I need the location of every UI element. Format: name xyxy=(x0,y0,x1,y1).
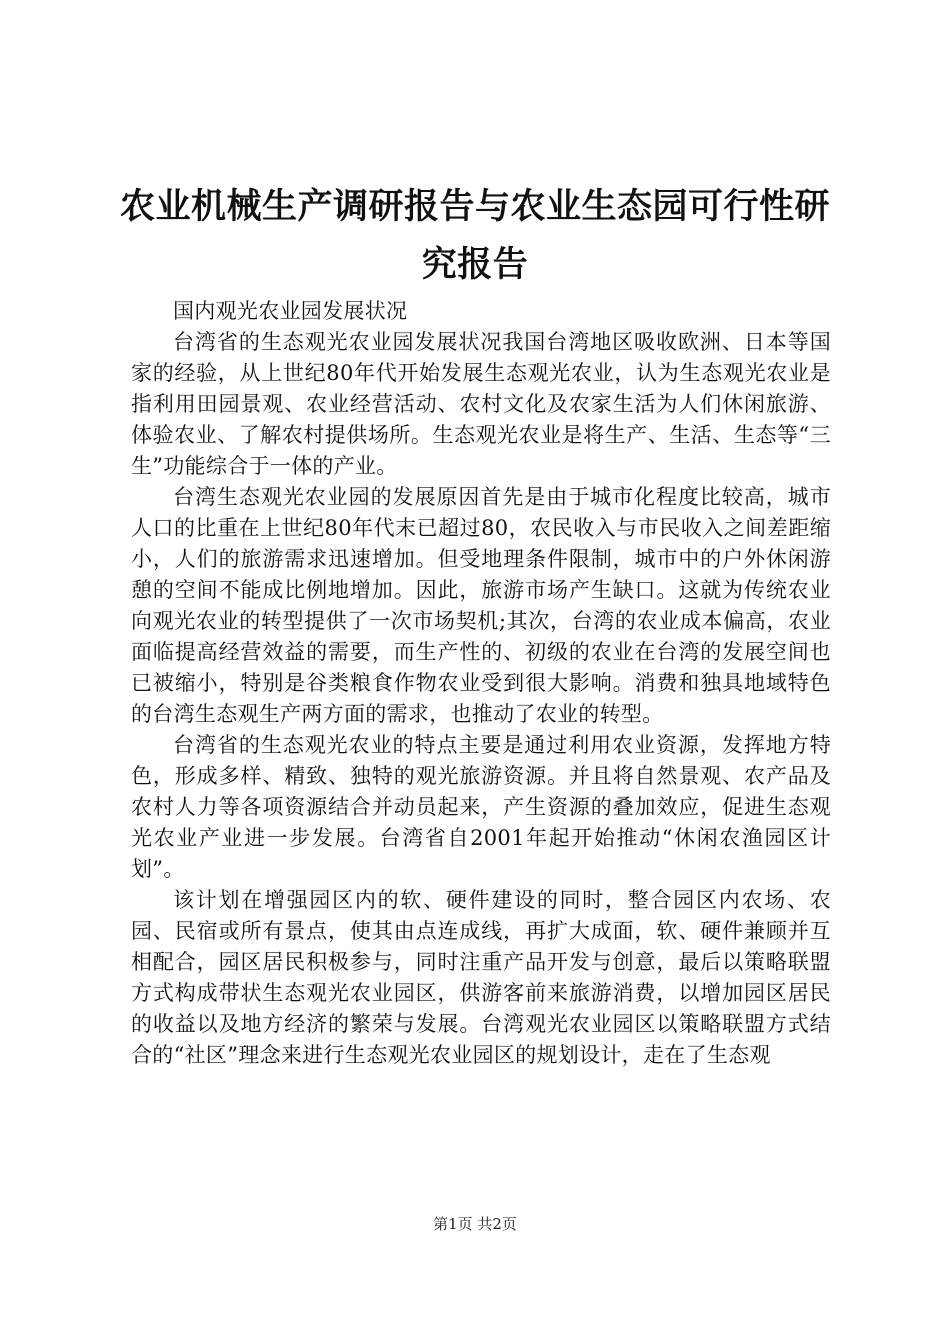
body-paragraph: 台湾生态观光农业园的发展原因首先是由于城市化程度比较高，城市人口的比重在上世纪80年代末已超过80，农民收入与市民收入之间差距缩小，人们的旅游需求迅速增加。但受地理条件限制，城市中的户外休闲游憩的空间不能成比例地增加。因此，旅游市场产生缺口。这就为传统农业向观光农业的转型提供了一次市场契机;其次，台湾的农业成本偏高，农业面临提高经营效益的需要，而生产性的、初级的农业在台湾的发展空间也已被缩小，特别是谷类粮食作物农业受到很大影响。消费和独具地域特色的台湾生态观生产两方面的需求，也推动了农业的转型。 xyxy=(131,485,831,726)
body-paragraph: 台湾省的生态观光农业园发展状况我国台湾地区吸收欧洲、日本等国家的经验，从上世纪80年代开始发展生态观光农业，认为生态观光农业是指利用田园景观、农业经营活动、农村文化及农家生活为人们休闲旅游、体验农业、了解农村提供场所。生态观光农业是将生产、生活、生态等“三生”功能综合于一体的产业。 xyxy=(131,330,831,478)
body-paragraph: 台湾省的生态观光农业的特点主要是通过利用农业资源，发挥地方特色，形成多样、精致、独特的观光旅游资源。并且将自然景观、农产品及农村人力等各项资源结合并动员起来，产生资源的叠加效应，促进生态观光农业产业进一步发展。台湾省自2001年起开始推动“休闲农渔园区计划”。 xyxy=(131,733,831,881)
section-heading: 国内观光农业园发展状况 xyxy=(173,299,408,323)
page-number-footer: 第1页 共2页 xyxy=(433,1215,517,1233)
document-body xyxy=(131,296,831,1071)
body-paragraph: 该计划在增强园区内的软、硬件建设的同时，整合园区内农场、农园、民宿或所有景点，使其由点连成线，再扩大成面，软、硬件兼顾并互相配合，园区居民积极参与，同时注重产品开发与创意，最后以策略联盟方式构成带状生态观光农业园区，供游客前来旅游消费，以增加园区居民的收益以及地方经济的繁荣与发展。台湾观光农业园区以策略联盟方式结合的“社区”理念来进行生态观光农业园区的规划设计，走在了生态观 xyxy=(131,888,831,1067)
document-title: 农业机械生产调研报告与农业生态园可行性研究报告 xyxy=(120,186,831,285)
